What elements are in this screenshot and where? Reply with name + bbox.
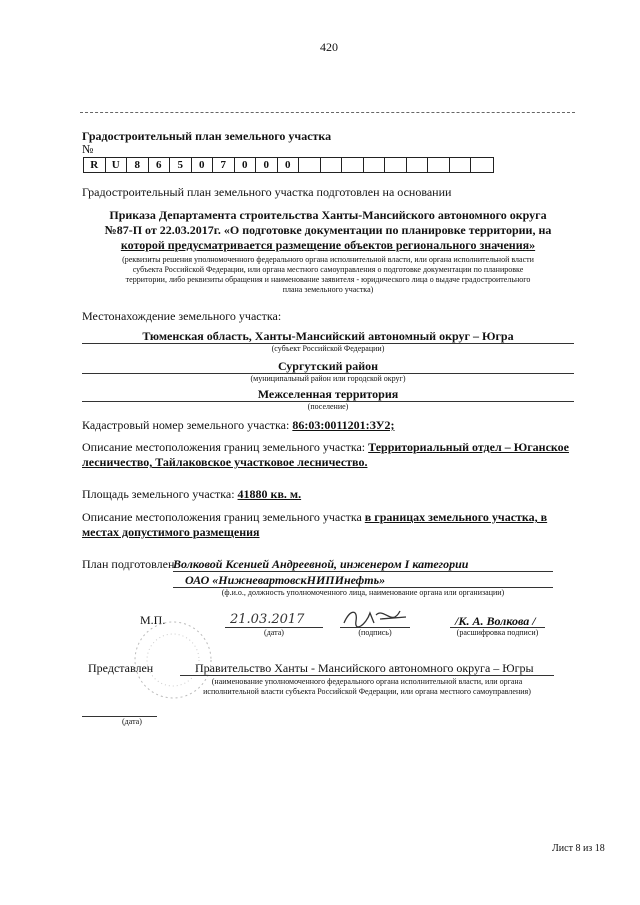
plan-code-grid <box>83 157 494 173</box>
boundaries-row <box>82 440 576 454</box>
plan-code-cell <box>364 158 386 172</box>
plan-code-cell: R <box>84 158 106 172</box>
presented-rule <box>180 675 554 676</box>
presented-label: Представлен <box>88 661 154 675</box>
plan-code-cell <box>299 158 321 172</box>
order-line-1: Приказа Департамента строительства Ханты-Мансийского автономного округа <box>109 208 547 222</box>
area-row <box>82 487 301 501</box>
placement-value-2: местах допустимого размещения <box>82 525 260 539</box>
placement-row <box>82 510 576 524</box>
page-number: 420 <box>320 40 338 54</box>
signer-name: /К. А. Волкова / <box>455 614 536 628</box>
order-line-3: которой предусматривается размещение объектов регионального значения» <box>120 238 536 252</box>
prepared-label: План подготовлен <box>82 557 175 571</box>
top-rule <box>80 112 575 113</box>
plan-code-cell: 0 <box>192 158 214 172</box>
region-caption: (субъект Российской Федерации) <box>271 344 385 353</box>
region-value: Тюменская область, Ханты-Мансийский автономный округ – Югра <box>142 329 514 343</box>
area-label: Площадь земельного участка: <box>82 487 235 501</box>
plan-code-cell: 5 <box>170 158 192 172</box>
number-sign: № <box>82 142 94 156</box>
cadastral-label: Кадастровый номер земельного участка: <box>82 418 290 432</box>
sign-date: 21.03.2017 <box>230 612 305 627</box>
plan-code-cell <box>385 158 407 172</box>
boundaries-value-2: лесничество, Тайлаковское участковое лесничество. <box>82 455 368 469</box>
order-caption-4: плана земельного участка) <box>282 285 374 294</box>
plan-code-cell: 0 <box>256 158 278 172</box>
boundaries-label: Описание местоположения границ земельного участка: <box>82 440 366 454</box>
bottom-date-rule <box>82 716 157 717</box>
plan-code-cell <box>321 158 343 172</box>
settlement-caption: (поселение) <box>307 402 349 411</box>
presented-caption-1: (наименование уполномоченного федерального органа исполнительной власти, или органа <box>211 677 523 686</box>
plan-title: Градостроительный план земельного участка <box>82 129 332 143</box>
plan-code-cell: 0 <box>235 158 257 172</box>
basis-label: Градостроительный план земельного участка подготовлен на основании <box>82 185 452 199</box>
bottom-date-caption: (дата) <box>122 717 142 726</box>
location-label: Местонахождение земельного участка: <box>82 309 282 323</box>
signature-caption: (подпись) <box>358 628 392 637</box>
prepared-caption: (ф.и.о., должность уполномоченного лица, наименование органа или организации) <box>221 588 505 597</box>
plan-code-cell: 8 <box>127 158 149 172</box>
area-value: 41880 кв. м. <box>237 487 302 501</box>
order-caption-3: территории, либо реквизиты обращения и наименование заявителя - юридического лица о выдаче градостроительного <box>125 275 531 284</box>
order-caption-1: (реквизиты решения уполномоченного федерального органа исполнительной власти, или органа исполнительной власти <box>122 255 534 264</box>
date-caption: (дата) <box>264 628 284 637</box>
plan-code-cell: 0 <box>278 158 300 172</box>
prepared-value-2: ОАО «НижневартовскНИПИнефть» <box>185 573 386 587</box>
plan-code-cell <box>450 158 472 172</box>
plan-code-cell <box>407 158 429 172</box>
plan-code-cell: 7 <box>213 158 235 172</box>
plan-code-cell: U <box>106 158 128 172</box>
prepared-rule-1 <box>173 571 553 572</box>
district-value: Сургутский район <box>277 359 379 373</box>
placement-value-1: в границах земельного участка, в <box>364 510 548 524</box>
presented-value: Правительство Ханты - Мансийского автономного округа – Югры <box>195 661 534 675</box>
plan-code-cell <box>471 158 493 172</box>
cadastral-value: 86:03:0011201:ЗУ2; <box>292 418 395 432</box>
presented-caption-2: исполнительной власти субъекта Российской Федерации, или органа местного самоуправления) <box>203 687 531 696</box>
order-line-2: №87-П от 22.03.2017г. «О подготовке документации по планировке территории, на <box>104 223 552 237</box>
plan-code-cell <box>342 158 364 172</box>
plan-code-cell: 6 <box>149 158 171 172</box>
district-caption: (муниципальный район или городской округ) <box>250 374 406 383</box>
prepared-value-1: Волковой Ксенией Андреевной, инженером I категории <box>173 557 469 571</box>
cadastral-row <box>82 418 395 432</box>
signature <box>340 605 410 629</box>
mp-label: М.П. <box>140 613 166 627</box>
settlement-value: Межселенная территория <box>257 387 399 401</box>
plan-code-cell <box>428 158 450 172</box>
boundaries-value-1: Территориальный отдел – Юганское <box>368 440 569 454</box>
placement-label: Описание местоположения границ земельного участка <box>82 510 362 524</box>
sheet-label: Лист 8 из 18 <box>552 843 605 854</box>
order-caption-2: субъекта Российской Федерации, или органа местного самоуправления о подготовке документации по планировке <box>132 265 524 274</box>
decode-caption: (расшифровка подписи) <box>456 628 539 637</box>
